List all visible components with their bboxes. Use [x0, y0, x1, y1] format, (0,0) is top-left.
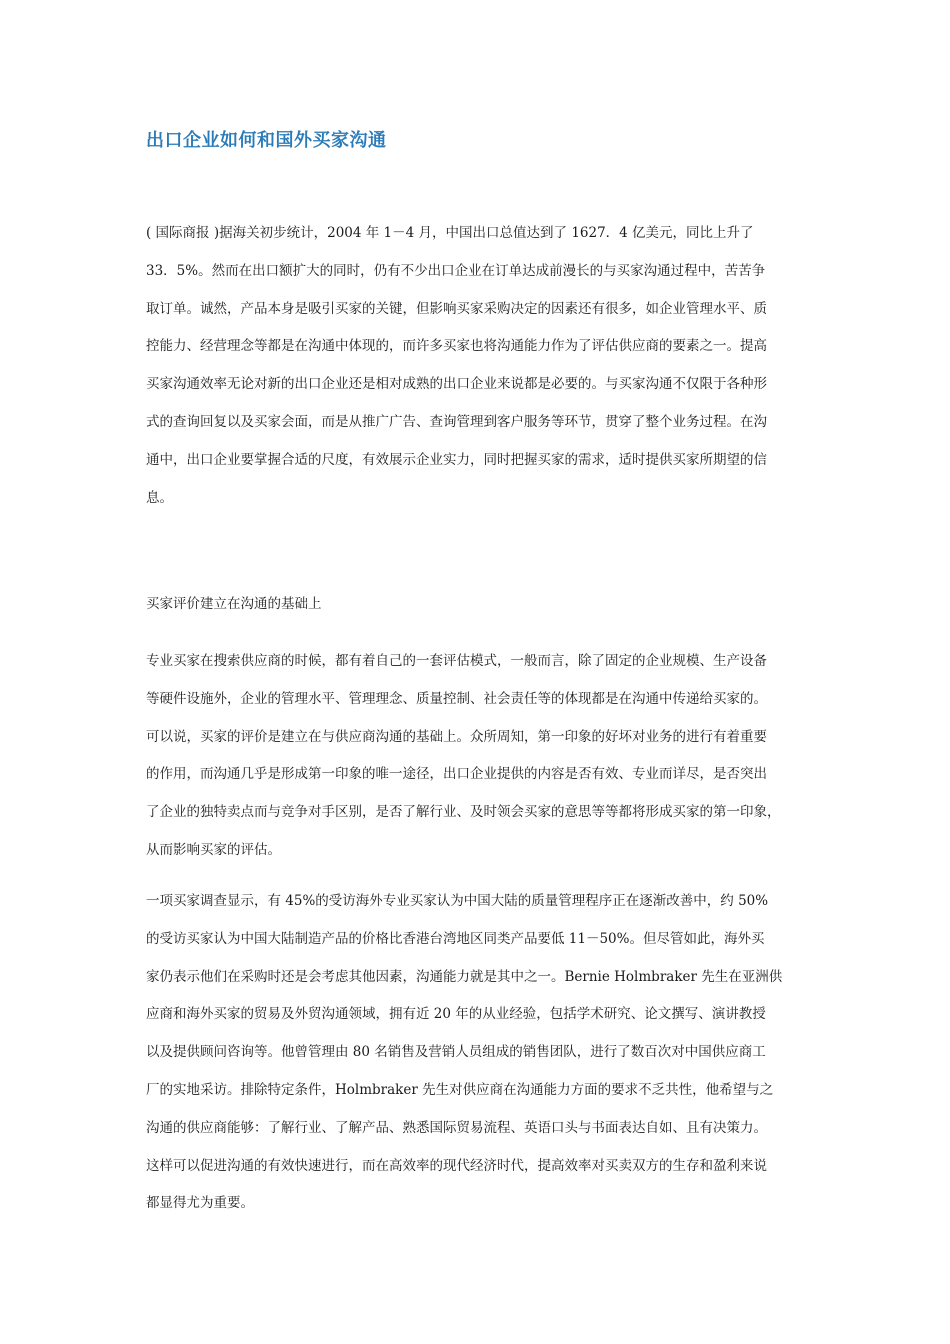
paragraph-line: 33．5%。然而在出口额扩大的同时，仍有不少出口企业在订单达成前漫长的与买家沟通过程中，苦苦争: [146, 262, 766, 279]
section-heading: 买家评价建立在沟通的基础上: [146, 596, 322, 612]
paragraph-line: 的作用，而沟通几乎是形成第一印象的唯一途径，出口企业提供的内容是否有效、专业而详尽，是否突出: [146, 766, 767, 783]
paragraph-line: 式的查询回复以及买家会面，而是从推广广告、查询管理到客户服务等环节，贯穿了整个业务过程。在沟: [146, 413, 767, 430]
section-heading-wrap: [146, 586, 816, 624]
paragraph-line: 通中，出口企业要掌握合适的尺度，有效展示企业实力，同时把握买家的需求，适时提供买家所期望的信: [146, 451, 767, 468]
paragraph-line: 厂的实地采访。排除特定条件，Holmbraker 先生对供应商在沟通能力方面的要求不乏共性，他希望与之: [146, 1081, 774, 1098]
survey-paragraph: [146, 883, 816, 1223]
paragraph-line: 买家沟通效率无论对新的出口企业还是相对成熟的出口企业来说都是必要的。与买家沟通不仅限于各种形: [146, 376, 767, 393]
paragraph-line: 了企业的独特卖点而与竞争对手区别，是否了解行业、及时领会买家的意思等等都将形成买家的第一印象，: [146, 804, 781, 821]
paragraph-line: 控能力、经营理念等都是在沟通中体现的，而许多买家也将沟通能力作为了评估供应商的要素之一。提高: [146, 338, 767, 355]
paragraph-line: 这样可以促进沟通的有效快速进行，而在高效率的现代经济时代，提高效率对买卖双方的生存和盈利来说: [146, 1157, 767, 1174]
paragraph-line: 专业买家在搜索供应商的时候，都有着自己的一套评估模式，一般而言，除了固定的企业规模、生产设备: [146, 653, 767, 669]
paragraph-line: 的受访买家认为中国大陆制造产品的价格比香港台湾地区同类产品要低 11－50%。但尽管如此，海外买: [146, 930, 765, 947]
evaluation-paragraph: [146, 643, 816, 870]
paragraph-line: 家仍表示他们在采购时还是会考虑其他因素，沟通能力就是其中之一。Bernie Holmbraker 先生在亚洲供: [146, 968, 783, 985]
paragraph-line: ( 国际商报 )据海关初步统计，2004 年 1－4 月，中国出口总值达到了 1627．4 亿美元，同比上升了: [146, 225, 754, 241]
paragraph-line: 等硬件设施外，企业的管理水平、管理理念、质量控制、社会责任等的体现都是在沟通中传递给买家的。: [146, 690, 767, 707]
paragraph-line: 都显得尤为重要。: [146, 1195, 254, 1212]
article-title: 出口企业如何和国外买家沟通: [146, 130, 387, 151]
paragraph-line: 息。: [146, 489, 173, 506]
paragraph-line: 一项买家调查显示，有 45%的受访海外专业买家认为中国大陆的质量管理程序正在逐渐改善中，约 50%: [146, 893, 769, 909]
paragraph-line: 取订单。诚然，产品本身是吸引买家的关键，但影响买家采购决定的因素还有很多，如企业管理水平、质: [146, 300, 767, 317]
paragraph-line: 以及提供顾问咨询等。他曾管理由 80 名销售及营销人员组成的销售团队，进行了数百次对中国供应商工: [146, 1044, 766, 1061]
paragraph-line: 可以说，买家的评价是建立在与供应商沟通的基础上。众所周知，第一印象的好坏对业务的进行有着重要: [146, 728, 767, 745]
paragraph-line: 应商和海外买家的贸易及外贸沟通领域，拥有近 20 年的从业经验，包括学术研究、论文撰写、演讲教授: [146, 1006, 766, 1023]
paragraph-line: 从而影响买家的评估。: [146, 841, 281, 858]
paragraph-line: 沟通的供应商能够：了解行业、了解产品、熟悉国际贸易流程、英语口头与书面表达自如、且有决策力。: [146, 1119, 767, 1136]
intro-paragraph: [146, 215, 816, 517]
